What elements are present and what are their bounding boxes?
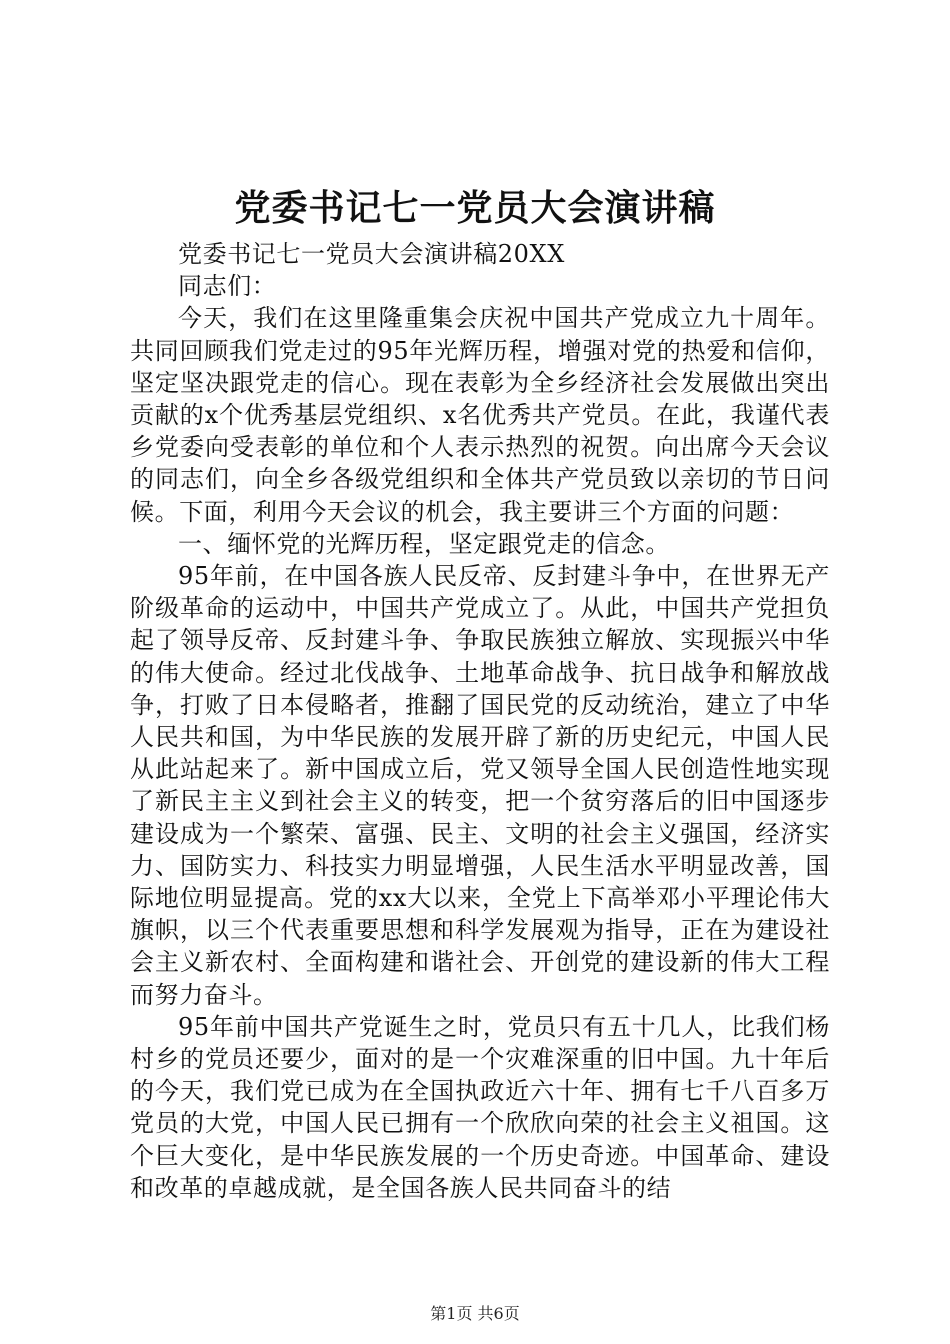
document-title: 党委书记七一党员大会演讲稿 [234, 187, 716, 229]
subtitle-line: 党委书记七一党员大会演讲稿20XX [178, 240, 565, 268]
paragraph: 95年前中国共产党诞生之时，党员只有五十几人，比我们杨村乡的党员还要少，面对的是一个灾难深重的旧中国。九十年后的今天，我们党已成为在全国执政近六十年、拥有七千八百多万党员的大党，中国人民已拥有一个欣欣向荣的社会主义祖国。这个巨大变化，是中华民族发展的一个历史奇迹。中国革命、建设和改革的卓越成就，是全国各族人民共同奋斗的结 [130, 1012, 830, 1202]
document-body [130, 238, 830, 1204]
paragraph: 95年前，在中国各族人民反帝、反封建斗争中，在世界无产阶级革命的运动中，中国共产党成立了。从此，中国共产党担负起了领导反帝、反封建斗争、争取民族独立解放、实现振兴中华的伟大使命。经过北伐战争、土地革命战争、抗日战争和解放战争，打败了日本侵略者，推翻了国民党的反动统治，建立了中华人民共和国，为中华民族的发展开辟了新的历史纪元，中国人民从此站起来了。新中国成立后，党又领导全国人民创造性地实现了新民主主义到社会主义的转变，把一个贫穷落后的旧中国逐步建设成为一个繁荣、富强、民主、文明的社会主义强国，经济实力、国防实力、科技实力明显增强，人民生活水平明显改善，国际地位明显提高。党的xx大以来，全党上下高举邓小平理论伟大旗帜，以三个代表重要思想和科学发展观为指导，正在为建设社会主义新农村、全面构建和谐社会、开创党的建设新的伟大工程而努力奋斗。 [130, 562, 830, 1009]
page-number-footer: 第1页 共6页 [430, 1304, 520, 1323]
paragraph: 今天，我们在这里隆重集会庆祝中国共产党成立九十周年。共同回顾我们党走过的95年光辉历程，增强对党的热爱和信仰，坚定坚决跟党走的信心。现在表彰为全乡经济社会发展做出突出贡献的x个优秀基层党组织、x名优秀共产党员。在此，我谨代表乡党委向受表彰的单位和个人表示热烈的祝贺。向出席今天会议的同志们，向全乡各级党组织和全体共产党员致以亲切的节日问候。下面，利用今天会议的机会，我主要讲三个方面的问题： [130, 304, 830, 526]
section-heading: 一、缅怀党的光辉历程，坚定跟党走的信念。 [178, 529, 670, 558]
salutation: 同志们： [178, 272, 277, 301]
